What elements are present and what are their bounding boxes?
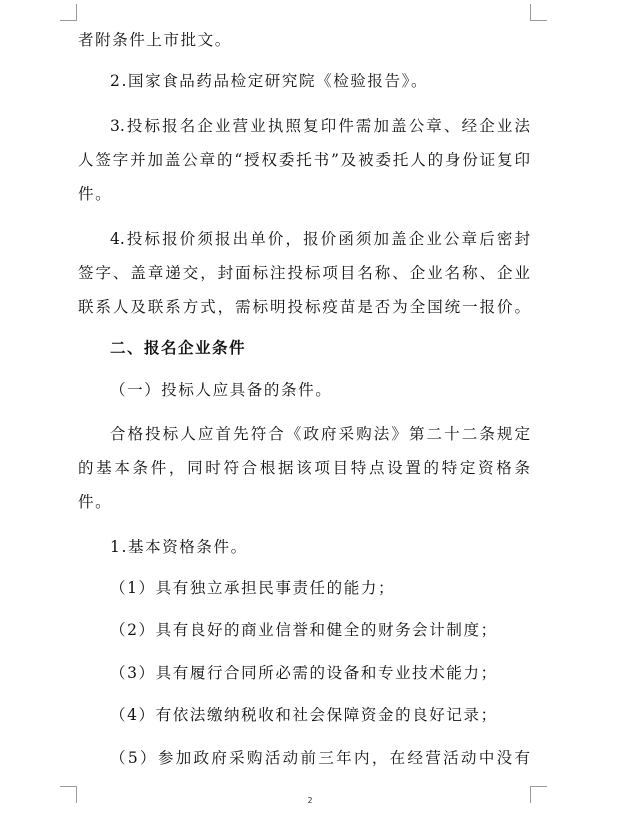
page-number: 2 — [307, 796, 313, 805]
crop-mark-top-right — [530, 4, 547, 21]
text-line: 签字、盖章递交，封面标注投标项目名称、企业名称、企业 — [78, 264, 530, 282]
text-line: 件。 — [78, 493, 113, 511]
section-heading: 二、报名企业条件 — [110, 339, 247, 357]
text-line: 1.基本资格条件。 — [110, 538, 248, 556]
text-line: 的基本条件，同时符合根据该项目特点设置的特定资格条 — [78, 459, 530, 477]
list-item: （5）参加政府采购活动前三年内，在经营活动中没有 — [110, 749, 530, 767]
list-item: （2）具有良好的商业信誉和健全的财务会计制度； — [110, 621, 498, 639]
text-line: 件。 — [78, 185, 113, 203]
text-line: 3.投标报名企业营业执照复印件需加盖公章、经企业法 — [110, 117, 530, 135]
text-line: 人签字并加盖公章的“授权委托书”及被委托人的身份证复印 — [78, 151, 530, 169]
text-line: 联系人及联系方式，需标明投标疫苗是否为全国统一报价。 — [78, 298, 530, 316]
list-item: （1）具有独立承担民事责任的能力； — [110, 579, 396, 597]
text-line: 2.国家食品药品检定研究院《检验报告》。 — [110, 72, 429, 90]
list-item: （3）具有履行合同所必需的设备和专业技术能力； — [110, 664, 498, 682]
subsection-heading: （一）投标人应具备的条件。 — [110, 381, 333, 399]
text-line: 者附条件上市批文。 — [78, 31, 232, 49]
text-line: 合格投标人应首先符合《政府采购法》第二十二条规定 — [110, 425, 530, 443]
crop-mark-top-left — [60, 4, 77, 21]
text-line: 4.投标报价须报出单价，报价函须加盖企业公章后密封 — [110, 230, 530, 248]
list-item: （4）有依法缴纳税收和社会保障资金的良好记录； — [110, 706, 498, 724]
